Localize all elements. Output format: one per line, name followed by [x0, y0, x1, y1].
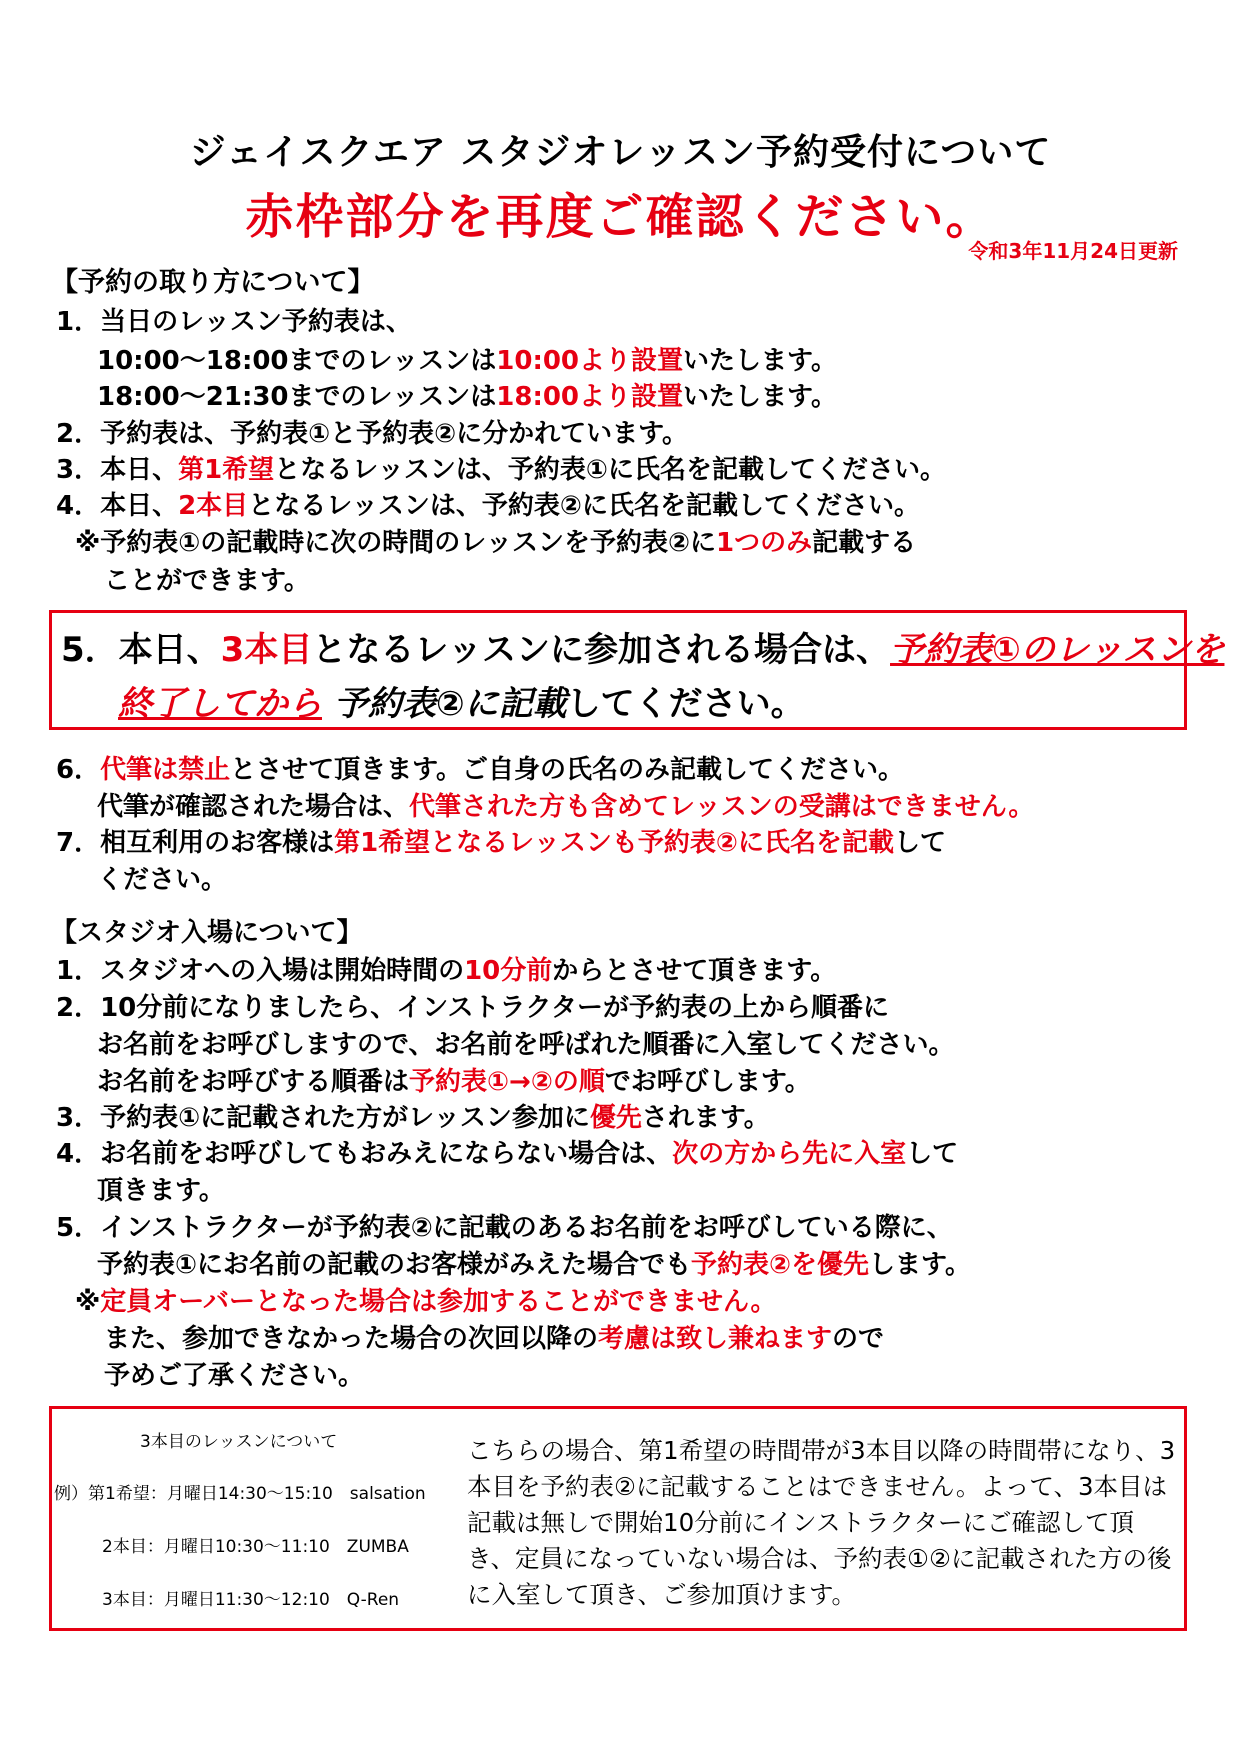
reservation-item-6: 6．代筆は禁止とさせて頂きます。ご自身の氏名のみ記載してください。 [56, 755, 905, 785]
important-notice-line-2: 終了してから 予約表②に記載してください。 [118, 684, 805, 724]
example-line-3: 3本目：月曜日11:30～12:10 Q-Ren [102, 1590, 400, 1610]
entry-item-5b: 予約表①にお名前の記載のお客様がみえた場合でも予約表②を優先します。 [97, 1250, 971, 1280]
page-subtitle: 赤枠部分を再度ご確認ください。 [245, 189, 996, 245]
entry-heading: 【スタジオ入場について】 [51, 918, 363, 948]
page-title: ジェイスクエア スタジオレッスン予約受付について [189, 132, 1052, 173]
entry-item-5: 5．インストラクターが予約表②に記載のあるお名前をお呼びしている際に、 [56, 1213, 953, 1243]
entry-item-1: 1．スタジオへの入場は開始時間の10分前からとさせて頂きます。 [56, 956, 837, 986]
entry-item-2c: お名前をお呼びする順番は予約表①→②の順でお呼びします。 [97, 1067, 811, 1097]
reservation-item-1a: 10:00～18:00までのレッスンは10:00より設置いたします。 [97, 346, 837, 376]
updated-date: 令和3年11月24日更新 [968, 239, 1178, 263]
entry-item-3: 3．予約表①に記載された方がレッスン参加に優先されます。 [56, 1103, 770, 1133]
reservation-item-1: 1．当日のレッスン予約表は、 [56, 307, 412, 337]
reservation-item-3: 3．本日、第1希望となるレッスンは、予約表①に氏名を記載してください。 [56, 455, 946, 485]
reservation-item-2: 2．予約表は、予約表①と予約表②に分かれています。 [56, 419, 689, 449]
entry-item-4b: 頂きます。 [97, 1176, 225, 1206]
reservation-item-6b: 代筆が確認された場合は、代筆された方も含めてレッスンの受講はできません。 [97, 792, 1035, 822]
example-note: こちらの場合、第1希望の時間帯が3本目以降の時間帯になり、3本目を予約表②に記載することはできません。よって、3本目は記載は無しで開始10分前にインストラクターにご確認して頂き、定員になっていない場合は、予約表①②に記載された方の後に入室して頂き、ご参加頂けます。 [467, 1436, 1176, 1609]
important-notice-line-1: 5．本日、3本目となるレッスンに参加される場合は、予約表①のレッスンを [61, 630, 1225, 670]
example-heading: 3本目のレッスンについて [140, 1432, 338, 1452]
reservation-item-7: 7．相互利用のお客様は第1希望となるレッスンも予約表②に氏名を記載して [56, 828, 946, 858]
example-line-1: 例）第1希望：月曜日14:30～15:10 salsation [54, 1484, 426, 1504]
entry-item-2: 2．10分前になりましたら、インストラクターが予約表の上から順番に [56, 993, 889, 1023]
entry-item-4: 4．お名前をお呼びしてもおみえにならない場合は、次の方から先に入室して [56, 1139, 959, 1169]
entry-note-2: ※定員オーバーとなった場合は参加することができません。 [75, 1287, 777, 1317]
reservation-item-4: 4．本日、2本目となるレッスンは、予約表②に氏名を記載してください。 [56, 491, 920, 521]
reservation-heading: 【予約の取り方について】 [51, 267, 375, 298]
reservation-item-7b: ください。 [97, 865, 228, 895]
example-line-2: 2本目：月曜日10:30～11:10 ZUMBA [102, 1537, 409, 1557]
reservation-note-1b: ことができます。 [104, 566, 310, 596]
entry-note-2c: 予めご了承ください。 [104, 1361, 365, 1391]
entry-note-2b: また、参加できなかった場合の次回以降の考慮は致し兼ねますので [104, 1324, 885, 1354]
reservation-note-1: ※予約表①の記載時に次の時間のレッスンを予約表②に1つのみ記載する [75, 528, 917, 558]
reservation-item-1b: 18:00～21:30までのレッスンは18:00より設置いたします。 [97, 382, 837, 412]
entry-item-2b: お名前をお呼びしますので、お名前を呼ばれた順番に入室してください。 [97, 1030, 955, 1060]
